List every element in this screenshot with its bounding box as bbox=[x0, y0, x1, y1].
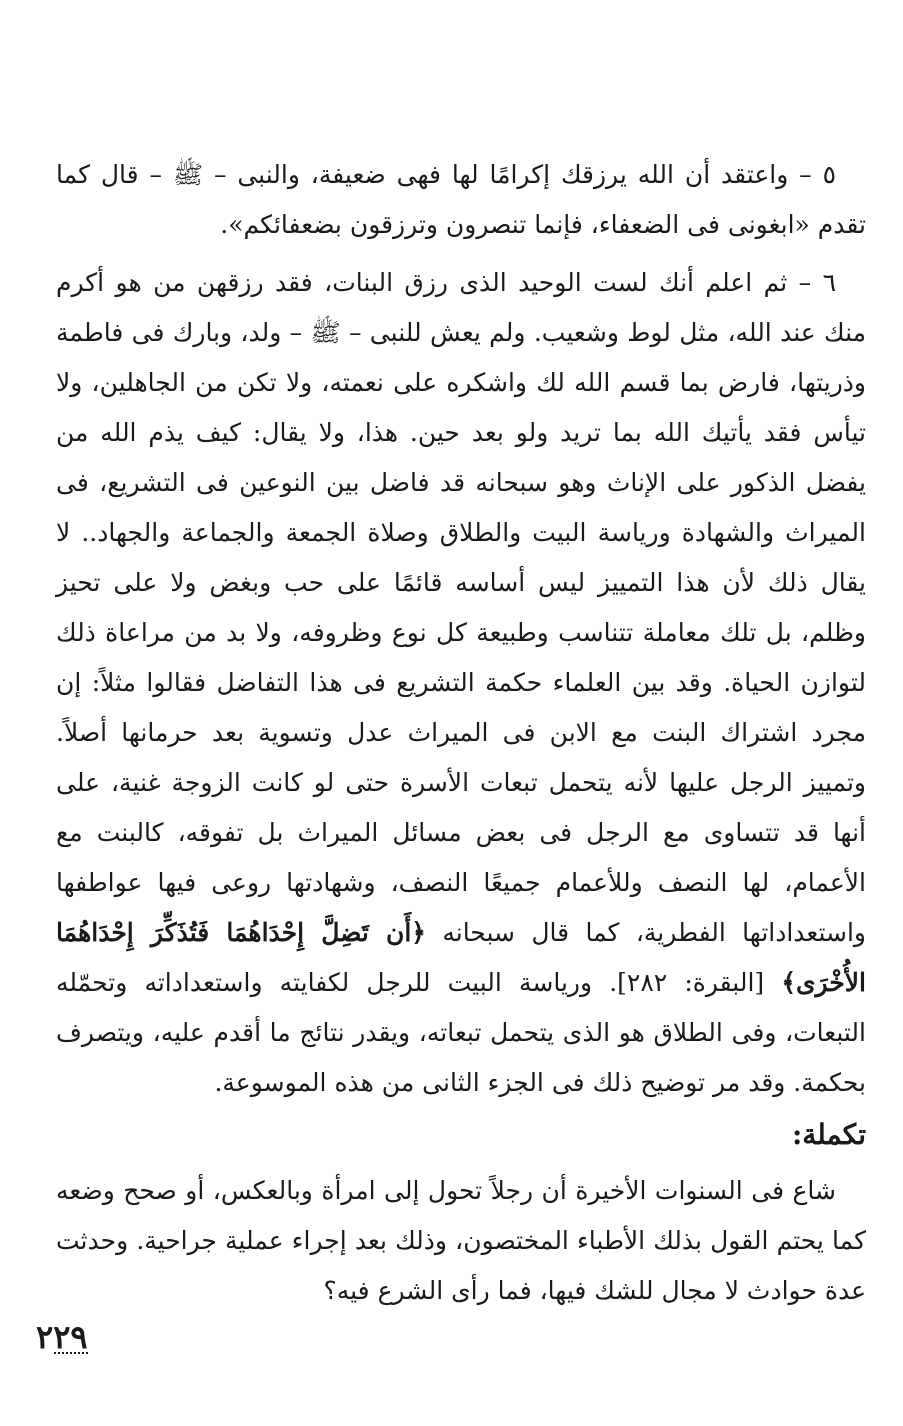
paragraph-6 bbox=[56, 258, 866, 1108]
quran-verse: ﴿أَن تَضِلَّ إِحْدَاهُمَا فَتُذَكِّرَ إِحْدَاهُمَا الأُخْرَى﴾ bbox=[56, 918, 866, 997]
section-heading: تكملة: bbox=[791, 1118, 866, 1151]
closing-paragraph: شاع فى السنوات الأخيرة أن رجلاً تحول إلى امرأة وبالعكس، أو صحح وضعه كما يحتم القول بذلك الأطباء المختصون، وذلك بعد إجراء عملية جراحية. وحدثت عدة حوادث لا مجال للشك فيها، فما رأى الشرع فيه؟ bbox=[56, 1176, 866, 1305]
page-number: ٢٢٩ bbox=[36, 1318, 88, 1356]
paragraph-6-continued: [البقرة: ٢٨٢]. ورياسة البيت للرجل لكفايته واستعداداته وتحمّله التبعات، وفى الطلاق هو الذى يتحمل تبعاته، ويقدر نتائج ما أقدم عليه، ويتصرف بحكمة. وقد مر توضيح ذلك فى الجزء الثانى من هذه الموسوعة. bbox=[56, 968, 866, 1097]
page-body bbox=[56, 150, 866, 1316]
paragraph-5: ٥ – واعتقد أن الله يرزقك إكرامًا لها فهى ضعيفة، والنبى – ﷺ – قال كما تقدم «ابغونى فى الضعفاء، فإنما تنصرون وترزقون بضعفائكم». bbox=[56, 160, 866, 239]
paragraph-6-text: ٦ – ثم اعلم أنك لست الوحيد الذى رزق البنات، فقد رزقهن من هو أكرم منك عند الله، مثل لوط وشعيب. ولم يعش للنبى – ﷺ – ولد، وبارك فى فاطمة وذريتها، فارض بما قسم الله لك واشكره على نعمته، ولا تكن من الجاهلين، ولا تيأس فقد يأتيك الله بما تريد ولو بعد حين. هذا، ولا يقال: كيف يذم الله من يفضل الذكور على الإناث وهو سبحانه قد فاضل بين النوعين فى التشريع، فى الميراث والشهادة ورياسة البيت والطلاق وصلاة الجمعة والجماعة والجهاد.. لا يقال ذلك لأن هذا التمييز ليس أساسه قائمًا على حب وبغض ولا على تحيز وظلم، بل تلك معاملة تتناسب وطبيعة كل نوع وظروفه، ولا بد من مراعاة ذلك لتوازن الحياة. وقد بين العلماء حكمة التشريع فى هذا التفاضل فقالوا مثلاً: إن مجرد اشتراك البنت مع الابن فى الميراث عدل وتسوية بعد حرمانها أصلاً. وتمييز الرجل عليها لأنه يتحمل تبعات الأسرة حتى لو كانت الزوجة غنية، على أنها قد تتساوى مع الرجل فى بعض مسائل الميراث بل تفوقه، كالبنت مع الأعمام، لها النصف وللأعمام جميعًا النصف، وشهادتها روعى فيها عواطفها واستعداداتها الفطرية، كما قال سبحانه bbox=[56, 268, 866, 947]
